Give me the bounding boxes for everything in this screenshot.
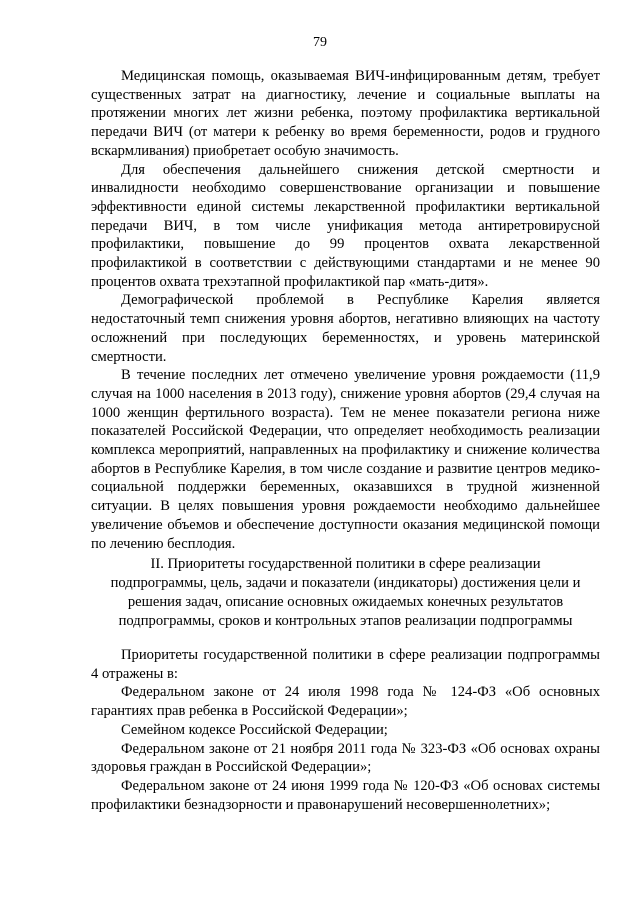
paragraph-birth-rate: В течение последних лет отмечено увеличение уровня рождаемости (11,9 случая на 1000 населения в 2013 году), снижение уровня абортов (29,4 случая на 1000 женщин фертильного возраста). Тем не менее показатели региона ниже показателей Российской Федерации, что определяет необходимость реализации комплекса мероприятий, направленных на профилактику и снижение количества абортов в Республике Карелия, в том числе создание и развитие центров медико-социальной поддержки беременных, оказавшихся в трудной жизненной ситуации. В целях повышения уровня рождаемости необходимо дальнейшее увеличение объемов и обеспечение доступности оказания медицинской помощи по лечению бесплодия. <box>91 367 600 552</box>
main-text <box>91 67 600 553</box>
section-heading-line: подпрограммы, цель, задачи и показатели (индикаторы) достижения цели и <box>110 575 581 591</box>
paragraph-prevention-system: Для обеспечения дальнейшего снижения детской смертности и инвалидности необходимо совершенствование организации и повышение эффективности единой системы лекарственной профилактики вертикальной передачи ВИЧ, в том числе унификация метода антиретровирусной профилактики, повышение до 99 процентов охвата лекарственной профилактикой в соответствии с действующими стандартами и не менее 90 процентов охвата трехэтапной профилактикой пар «мать-дитя». <box>91 161 600 290</box>
paragraph-law-120: Федеральном законе от 24 июня 1999 года № 120-ФЗ «Об основах системы профилактики безнадзорности и правонарушений несовершеннолетних»; <box>91 777 600 813</box>
section-heading-line: II. Приоритеты государственной политики в сфере реализации <box>150 556 541 572</box>
paragraph-priorities-intro: Приоритеты государственной политики в сфере реализации подпрограммы 4 отражены в: <box>91 647 600 682</box>
section-heading-line: подпрограммы, сроков и контрольных этапов реализации подпрограммы <box>118 613 573 629</box>
section-heading-line: решения задач, описание основных ожидаемых конечных результатов <box>127 594 564 610</box>
section-heading <box>91 555 600 631</box>
priorities-text <box>91 646 600 814</box>
paragraph-family-code: Семейном кодексе Российской Федерации; <box>121 721 388 738</box>
paragraph-law-124: Федеральном законе от 24 июля 1998 года № 124-ФЗ «Об основных гарантиях прав ребенка в Российской Федерации»; <box>91 684 600 720</box>
paragraph-law-323: Федеральном законе от 21 ноября 2011 года № 323-ФЗ «Об основах охраны здоровья граждан в Российской Федерации»; <box>91 740 600 776</box>
paragraph-hiv-children: Медицинская помощь, оказываемая ВИЧ-инфицированным детям, требует существенных затрат на диагностику, лечение и социальные выплаты на протяжении многих лет жизни ребенка, поэтому профилактика вертикальной передачи ВИЧ (от матери к ребенку во время беременности, родов и грудного вскармливания) приобретает особую значимость. <box>91 68 600 159</box>
paragraph-abortion-problem: Демографической проблемой в Республике Карелия является недостаточный темп снижения уровня абортов, негативно влияющих на частоту осложнений при последующих беременностях, и уровень материнской смертности. <box>91 292 600 365</box>
page-number: 79 <box>313 35 327 50</box>
